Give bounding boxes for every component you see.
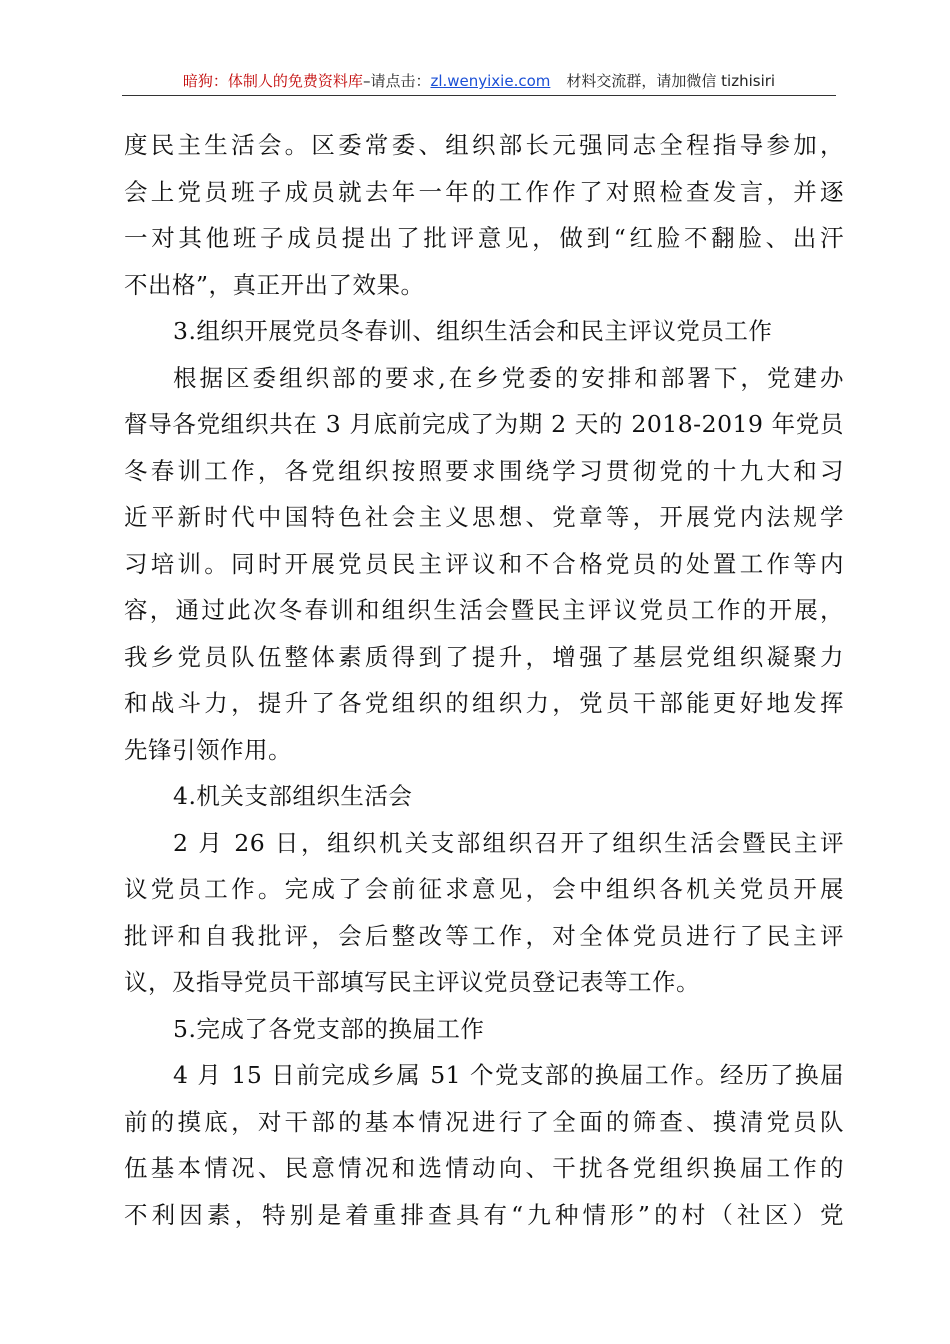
text-line: 冬春训工作，各党组织按照要求围绕学习贯彻党的十九大和习 (124, 456, 844, 485)
text-line: 4 月 15 日前完成乡属 51 个党支部的换届工作。经历了换届 (173, 1061, 844, 1089)
header-prompt: –请点击： (362, 72, 431, 90)
text-line: 批评和自我批评，会后整改等工作，对全体党员进行了民主评 (124, 921, 844, 950)
text-line: 不出格”，真正开出了效果。 (124, 270, 425, 299)
text-line: 议党员工作。完成了会前征求意见，会中组织各机关党员开展 (124, 875, 844, 903)
text-line: 和战斗力，提升了各党组织的组织力，党员干部能更好地发挥 (124, 689, 844, 717)
text-line: 议，及指导党员干部填写民主评议党员登记表等工作。 (124, 968, 700, 996)
header-group-note: 材料交流群，请加微信 tizhisiri (566, 72, 776, 90)
text-line: 一对其他班子成员提出了批评意见，做到“红脸不翻脸、出汗 (124, 224, 844, 252)
text-line: 根据区委组织部的要求,在乡党委的安排和部署下，党建办 (173, 363, 844, 392)
header-rule (122, 95, 836, 96)
text-line: 我乡党员队伍整体素质得到了提升，增强了基层党组织凝聚力 (124, 642, 844, 671)
text-line: 2 月 26 日，组织机关支部组织召开了组织生活会暨民主评 (173, 828, 844, 857)
text-line: 近平新时代中国特色社会主义思想、党章等，开展党内法规学 (124, 503, 844, 531)
text-line: 伍基本情况、民意情况和选情动向、干扰各党组织换届工作的 (124, 1154, 844, 1182)
header-link[interactable]: zl.wenyixie.com (430, 72, 551, 90)
page-header (122, 68, 836, 94)
section-heading: 3.组织开展党员冬春训、组织生活会和民主评议党员工作 (173, 317, 773, 345)
section-heading: 5.完成了各党支部的换届工作 (173, 1014, 485, 1043)
text-line: 督导各党组织共在 3 月底前完成了为期 2 天的 2018-2019 年党员 (124, 410, 844, 438)
text-line: 不利因素，特别是着重排查具有“九种情形”的村（社区）党 (124, 1200, 844, 1229)
section-heading: 4.机关支部组织生活会 (173, 782, 413, 810)
header-brand: 暗狗：体制人的免费资料库 (182, 72, 363, 90)
text-line: 容，通过此次冬春训和组织生活会暨民主评议党员工作的开展， (124, 596, 844, 624)
text-line: 习培训。同时开展党员民主评议和不合格党员的处置工作等内 (124, 549, 844, 578)
text-line: 会上党员班子成员就去年一年的工作作了对照检查发言，并逐 (124, 177, 844, 206)
document-body (124, 122, 844, 1238)
text-line: 前的摸底，对干部的基本情况进行了全面的筛查、摸清党员队 (124, 1107, 844, 1136)
text-line: 先锋引领作用。 (124, 735, 292, 764)
text-line: 度民主生活会。区委常委、组织部长元强同志全程指导参加， (124, 131, 844, 159)
